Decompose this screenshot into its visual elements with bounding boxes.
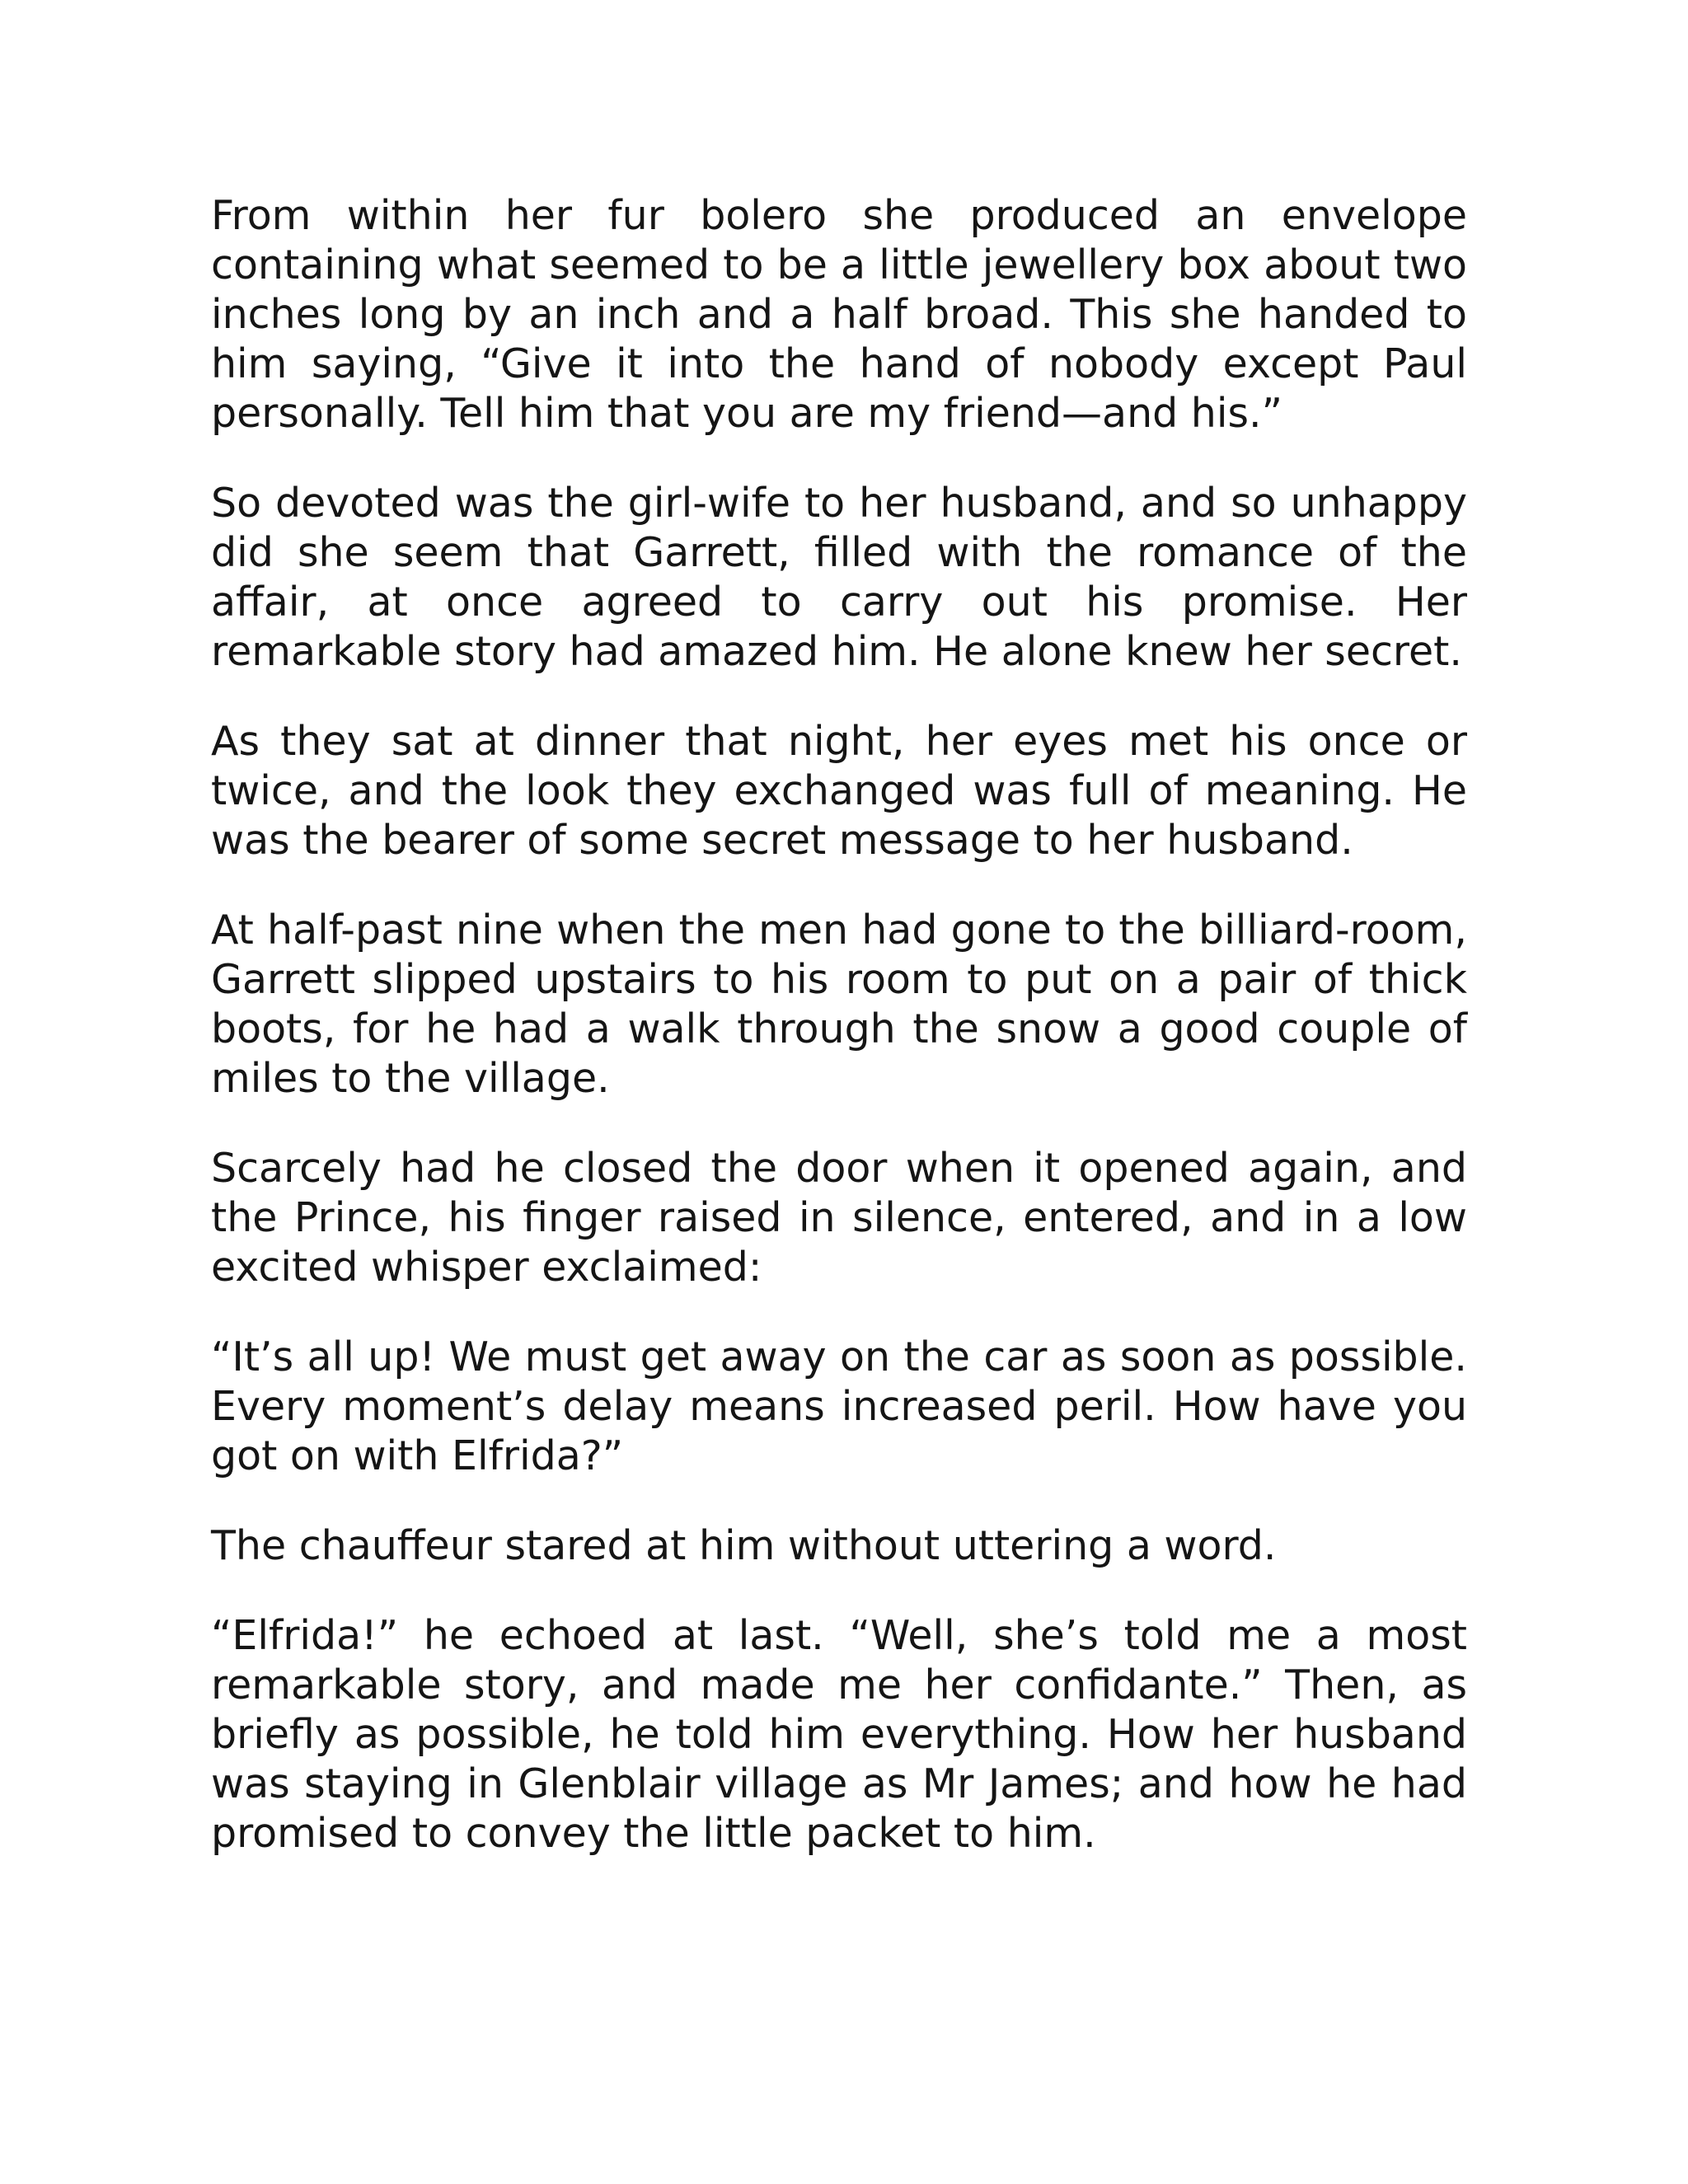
paragraph-half-past-nine: At half-past nine when the men had gone to the billiard-room, Garrett slipped upstairs to his room to put on a pair of thick boots, for he had a walk through the snow a good couple of miles to the village. bbox=[211, 907, 1467, 1102]
paragraph-dinner: As they sat at dinner that night, her eyes met his once or twice, and the look they exchanged was full of meaning. He was the bearer of some secret message to her husband. bbox=[211, 718, 1467, 864]
page-body bbox=[211, 191, 1467, 1858]
paragraph-devoted-wife: So devoted was the girl-wife to her husband, and so unhappy did she seem that Garrett, filled with the romance of the affair, at once agreed to carry out his promise. Her remarkable story had amazed him. He alone knew her secret. bbox=[211, 480, 1467, 675]
paragraph-elfrida-echoed: “Elfrida!” he echoed at last. “Well, she’s told me a most remarkable story, and made me her confidante.” Then, as briefly as possible, he told him everything. How her husband was staying in Glenblair village as Mr James; and how he had promised to convey the little packet to him. bbox=[211, 1612, 1467, 1857]
paragraph-jewellery-box: From within her fur bolero she produced an envelope containing what seemed to be a little jewellery box about two inches long by an inch and a half broad. This she handed to him saying, “Give it into the hand of nobody except Paul personally. Tell him that you are my friend—and his.” bbox=[211, 192, 1467, 437]
paragraph-prince-enters: Scarcely had he closed the door when it opened again, and the Prince, his finger raised in silence, entered, and in a low excited whisper exclaimed: bbox=[211, 1145, 1467, 1291]
paragraph-its-all-up: “It’s all up! We must get away on the car as soon as possible. Every moment’s delay means increased peril. How have you got on with Elfrida?” bbox=[211, 1333, 1467, 1479]
paragraph-chauffeur-stared: The chauffeur stared at him without uttering a word. bbox=[211, 1522, 1277, 1569]
